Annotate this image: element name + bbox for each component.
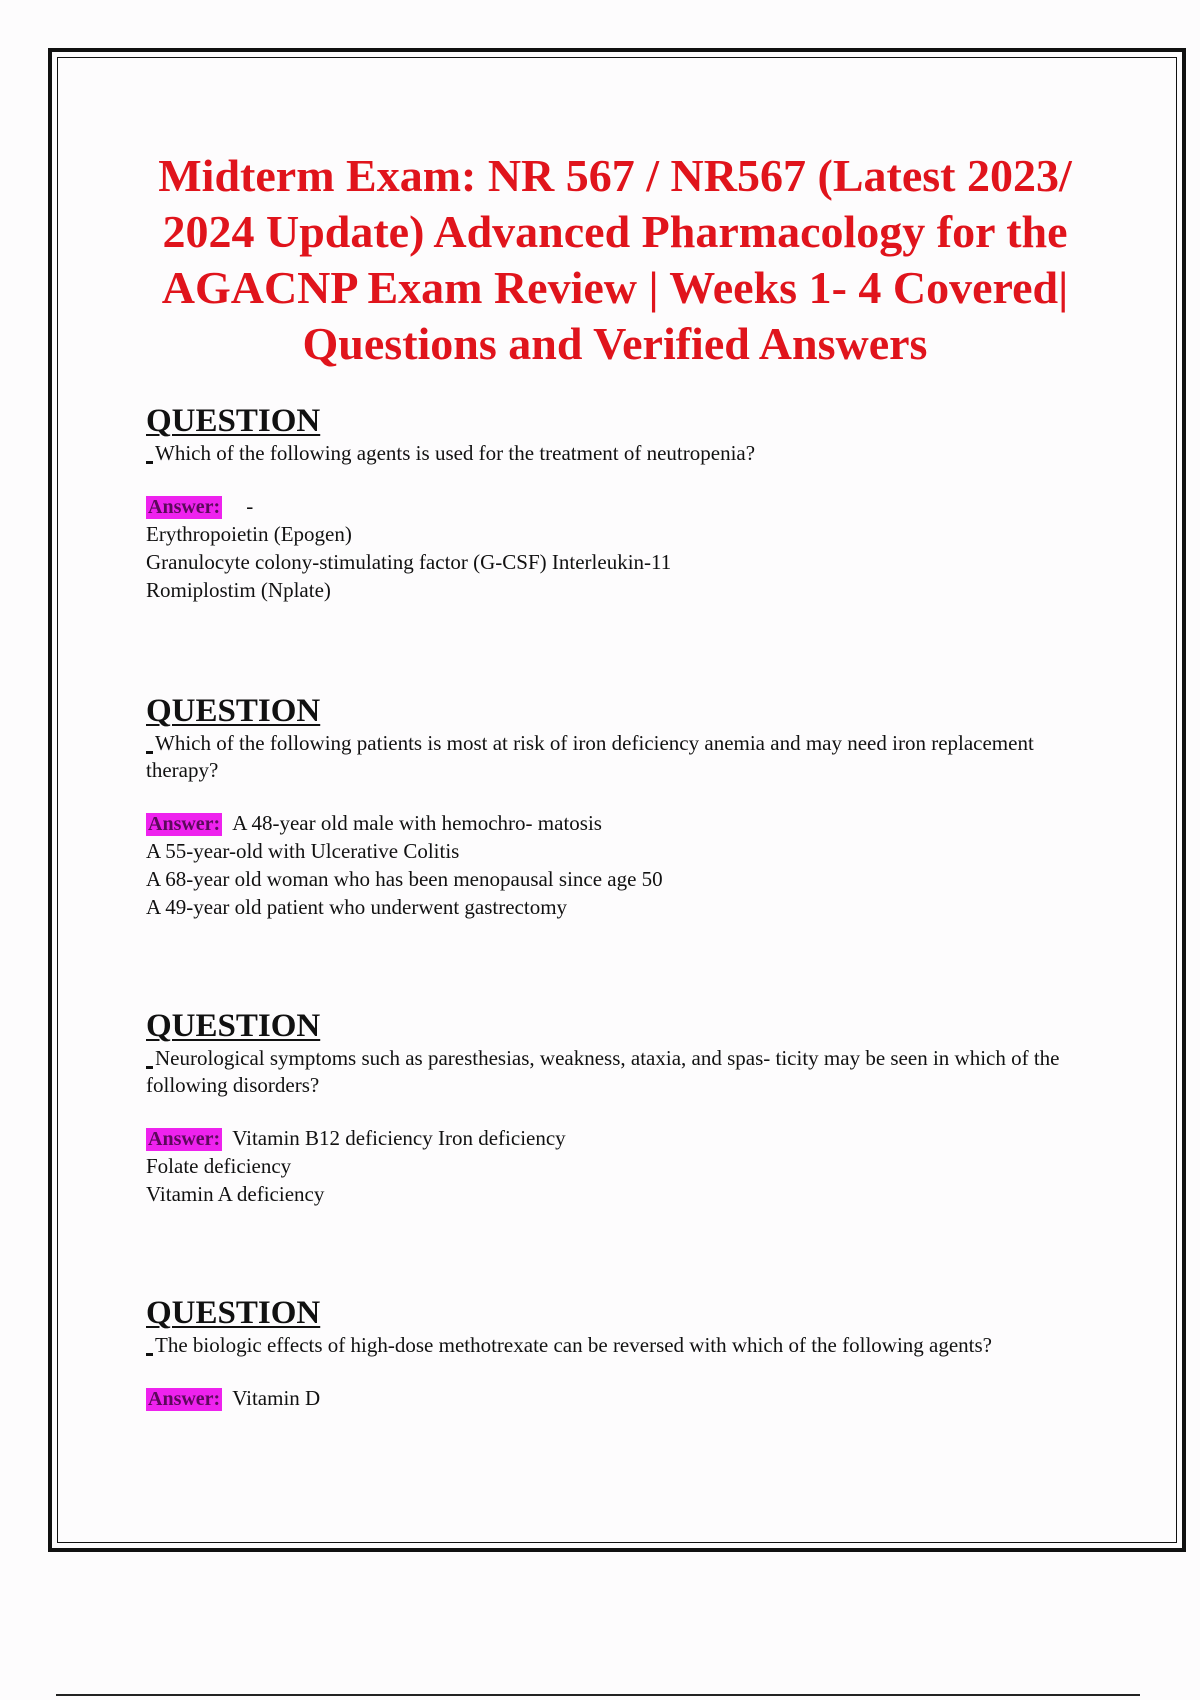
- answer-option: Folate deficiency: [146, 1154, 292, 1178]
- answer-text: Vitamin D: [232, 1386, 321, 1410]
- answer-text: A 48-year old male with hemochro- matosis: [232, 811, 602, 835]
- question-heading: QUESTION: [146, 1008, 321, 1044]
- question-text: Which of the following patients is most at risk of iron deficiency anemia and may need iron replacement therapy?: [146, 730, 1086, 784]
- question-block-4: [146, 1296, 1086, 1412]
- question-heading: QUESTION: [146, 1295, 321, 1331]
- footer-rule: [56, 1694, 1140, 1696]
- answer-label: Answer:: [148, 1128, 221, 1150]
- answer-option: Vitamin A deficiency: [146, 1182, 325, 1206]
- answer-line-1: [146, 492, 1086, 520]
- page-title: Midterm Exam: NR 567 / NR567 (Latest 2023/ 2024 Update) Advanced Pharmacology for the AGACNP Exam Review | Weeks 1- 4 Covered| Questions and Verified Answers: [158, 150, 1072, 369]
- question-block-1: [146, 404, 1086, 604]
- question-heading: QUESTION: [146, 693, 321, 729]
- answer-list: [146, 1384, 1086, 1412]
- answer-option: Erythropoietin (Epogen): [146, 522, 352, 546]
- answer-label: Answer:: [148, 1388, 221, 1410]
- answer-line-1: [146, 1384, 1086, 1412]
- answer-list: [146, 1124, 1086, 1208]
- question-text: Which of the following agents is used for the treatment of neutropenia?: [146, 440, 1086, 467]
- question-text: The biologic effects of high-dose methotrexate can be reversed with which of the following agents?: [146, 1332, 1086, 1359]
- answer-option: Romiplostim (Nplate): [146, 578, 331, 602]
- answer-text: Vitamin B12 deficiency Iron deficiency: [232, 1126, 566, 1150]
- question-block-2: [146, 694, 1086, 921]
- answer-text: -: [246, 494, 254, 518]
- answer-line-1: [146, 809, 1086, 837]
- question-text: Neurological symptoms such as paresthesias, weakness, ataxia, and spas- ticity may be seen in which of the following disorders?: [146, 1045, 1086, 1099]
- answer-label: Answer:: [148, 813, 221, 835]
- answer-option: A 68-year old woman who has been menopausal since age 50: [146, 867, 663, 891]
- answer-option: A 49-year old patient who underwent gastrectomy: [146, 895, 568, 919]
- answer-option: A 55-year-old with Ulcerative Colitis: [146, 839, 460, 863]
- answer-option: Granulocyte colony-stimulating factor (G-CSF) Interleukin-11: [146, 550, 672, 574]
- question-block-3: [146, 1009, 1086, 1208]
- answer-list: [146, 492, 1086, 604]
- question-heading: QUESTION: [146, 403, 321, 439]
- answer-label: Answer:: [148, 496, 221, 518]
- answer-line-1: [146, 1124, 1086, 1152]
- answer-list: [146, 809, 1086, 921]
